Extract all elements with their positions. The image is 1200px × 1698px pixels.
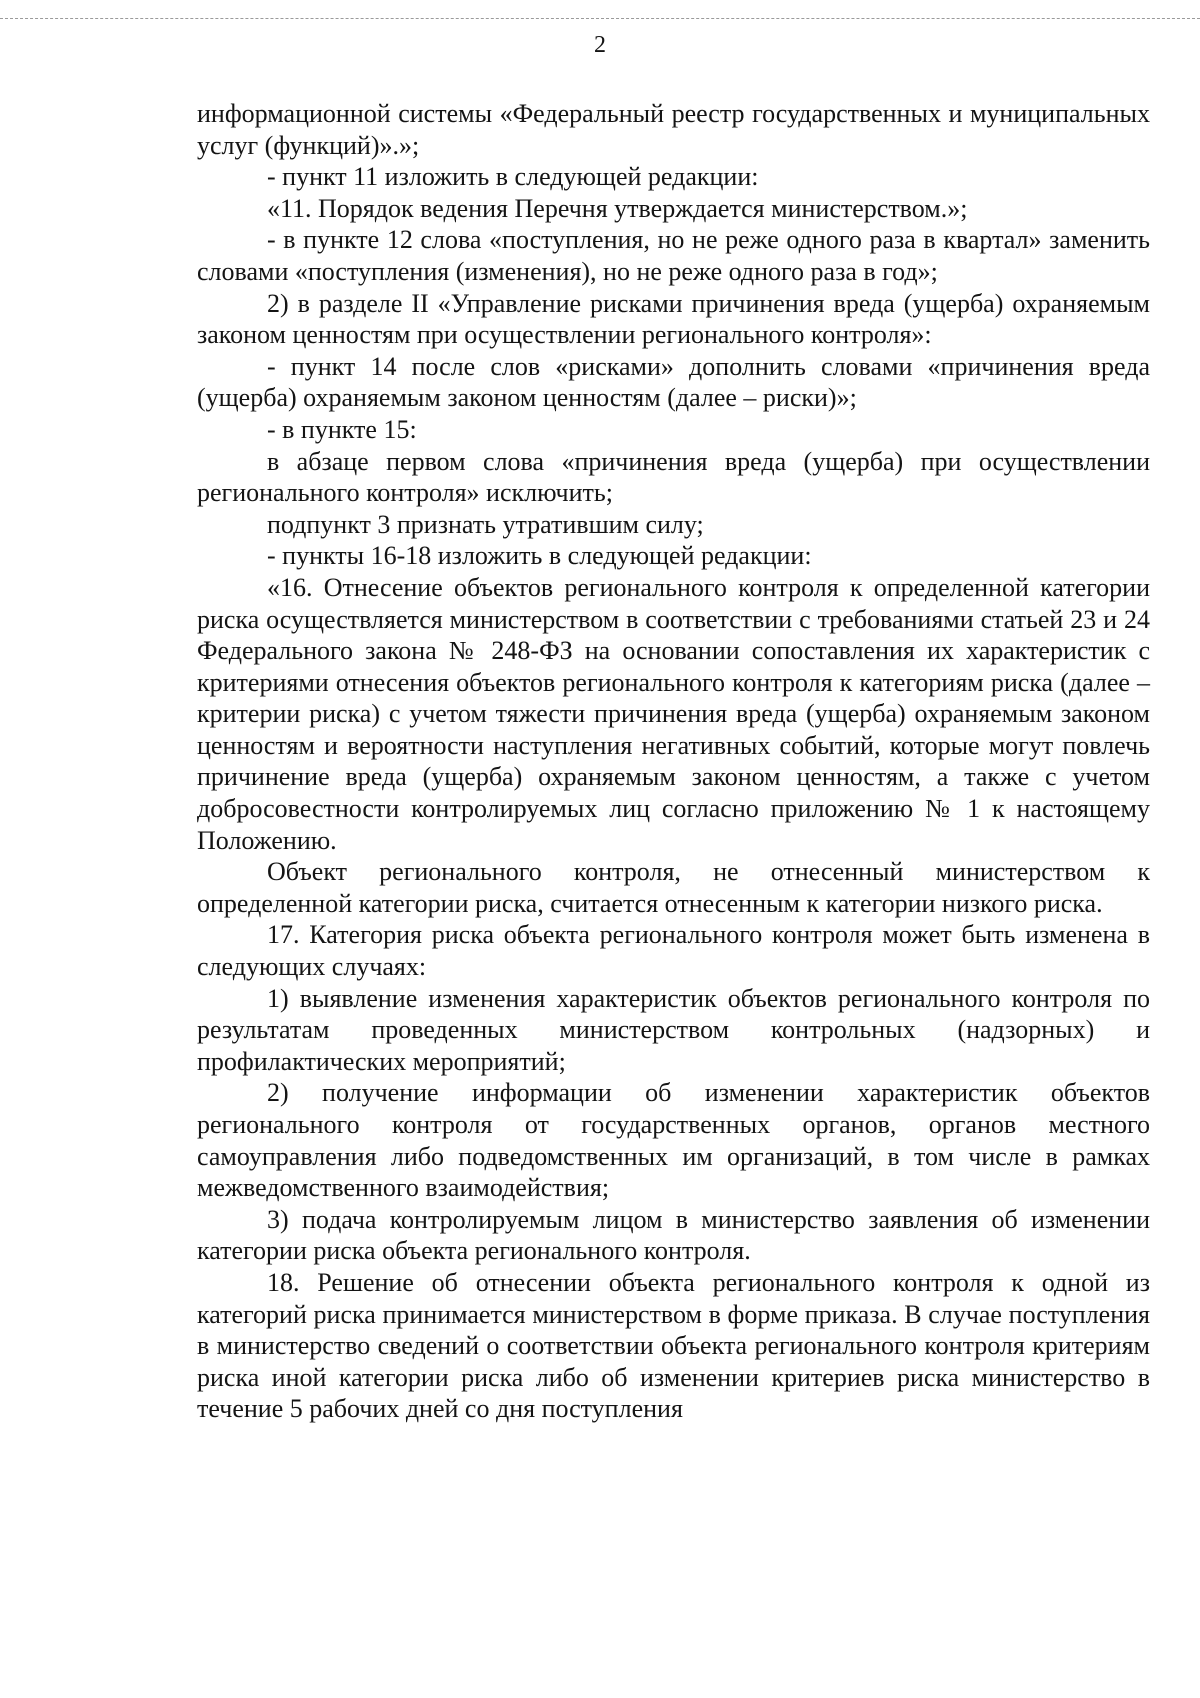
paragraph-10: - пункты 16-18 изложить в следующей редакции: <box>267 541 812 571</box>
paragraph-1: информационной системы «Федеральный реестр государственных и муниципальных услуг (функций)».»; <box>197 99 1150 160</box>
paragraph-12: Объект регионального контроля, не отнесенный министерством к определенной категории риска, считается отнесенным к категории низкого риска. <box>197 857 1150 918</box>
paragraph-4: - в пункте 12 слова «поступления, но не реже одного раза в квартал» заменить словами «поступления (изменения), но не реже одного раза в год»; <box>197 225 1150 286</box>
paragraph-6: - пункт 14 после слов «рисками» дополнить словами «причинения вреда (ущерба) охраняемым законом ценностям (далее – риски)»; <box>197 351 1150 413</box>
paragraph-16: 3) подача контролируемым лицом в министерство заявления об изменении категории риска объекта регионального контроля. <box>197 1204 1150 1266</box>
paragraph-13: 17. Категория риска объекта регионального контроля может быть изменена в следующих случаях: <box>197 920 1150 982</box>
paragraph-17: 18. Решение об отнесении объекта регионального контроля к одной из категорий риска принимается министерством в форме приказа. В случае поступления в министерство сведений о соответствии объекта регионального контроля критериям риска иной категории риска либо об изменении критериев риска министерство в течение 5 рабочих дней со дня поступления <box>197 1267 1150 1424</box>
scan-edge-line <box>0 18 1200 19</box>
page-number: 2 <box>594 32 606 58</box>
paragraph-2: - пункт 11 изложить в следующей редакции: <box>267 162 759 192</box>
paragraph-11: «16. Отнесение объектов регионального контроля к определенной категории риска осуществляется министерством в соответствии с требованиями статьей 23 и 24 Федерального закона № 248-ФЗ на основании сопоставления их характеристик с критериями отнесения объектов регионального контроля к категориям риска (далее – критерии риска) с учетом тяжести причинения вреда (ущерба) охраняемым законом ценностям и вероятности наступления негативных событий, которые могут повлечь причинение вреда (ущерба) охраняемым законом ценностям, а также с учетом добросовестности контролируемых лиц согласно приложению № 1 к настоящему Положению. <box>197 572 1150 855</box>
document-body <box>197 98 1150 1425</box>
paragraph-15: 2) получение информации об изменении характеристик объектов регионального контроля от государственных органов, органов местного самоуправления либо подведомственных им организаций, в том числе в рамках межведомственного взаимодействия; <box>197 1078 1150 1203</box>
paragraph-14: 1) выявление изменения характеристик объектов регионального контроля по результатам проведенных министерством контрольных (надзорных) и профилактических мероприятий; <box>197 983 1150 1076</box>
paragraph-5: 2) в разделе II «Управление рисками причинения вреда (ущерба) охраняемым законом ценностям при осуществлении регионального контроля»: <box>197 288 1150 350</box>
paragraph-9: подпункт 3 признать утратившим силу; <box>267 509 704 539</box>
paragraph-3: «11. Порядок ведения Перечня утверждается министерством.»; <box>267 193 968 223</box>
paragraph-8: в абзаце первом слова «причинения вреда (ущерба) при осуществлении регионального контроля» исключить; <box>197 446 1150 508</box>
paragraph-7: - в пункте 15: <box>267 414 417 444</box>
